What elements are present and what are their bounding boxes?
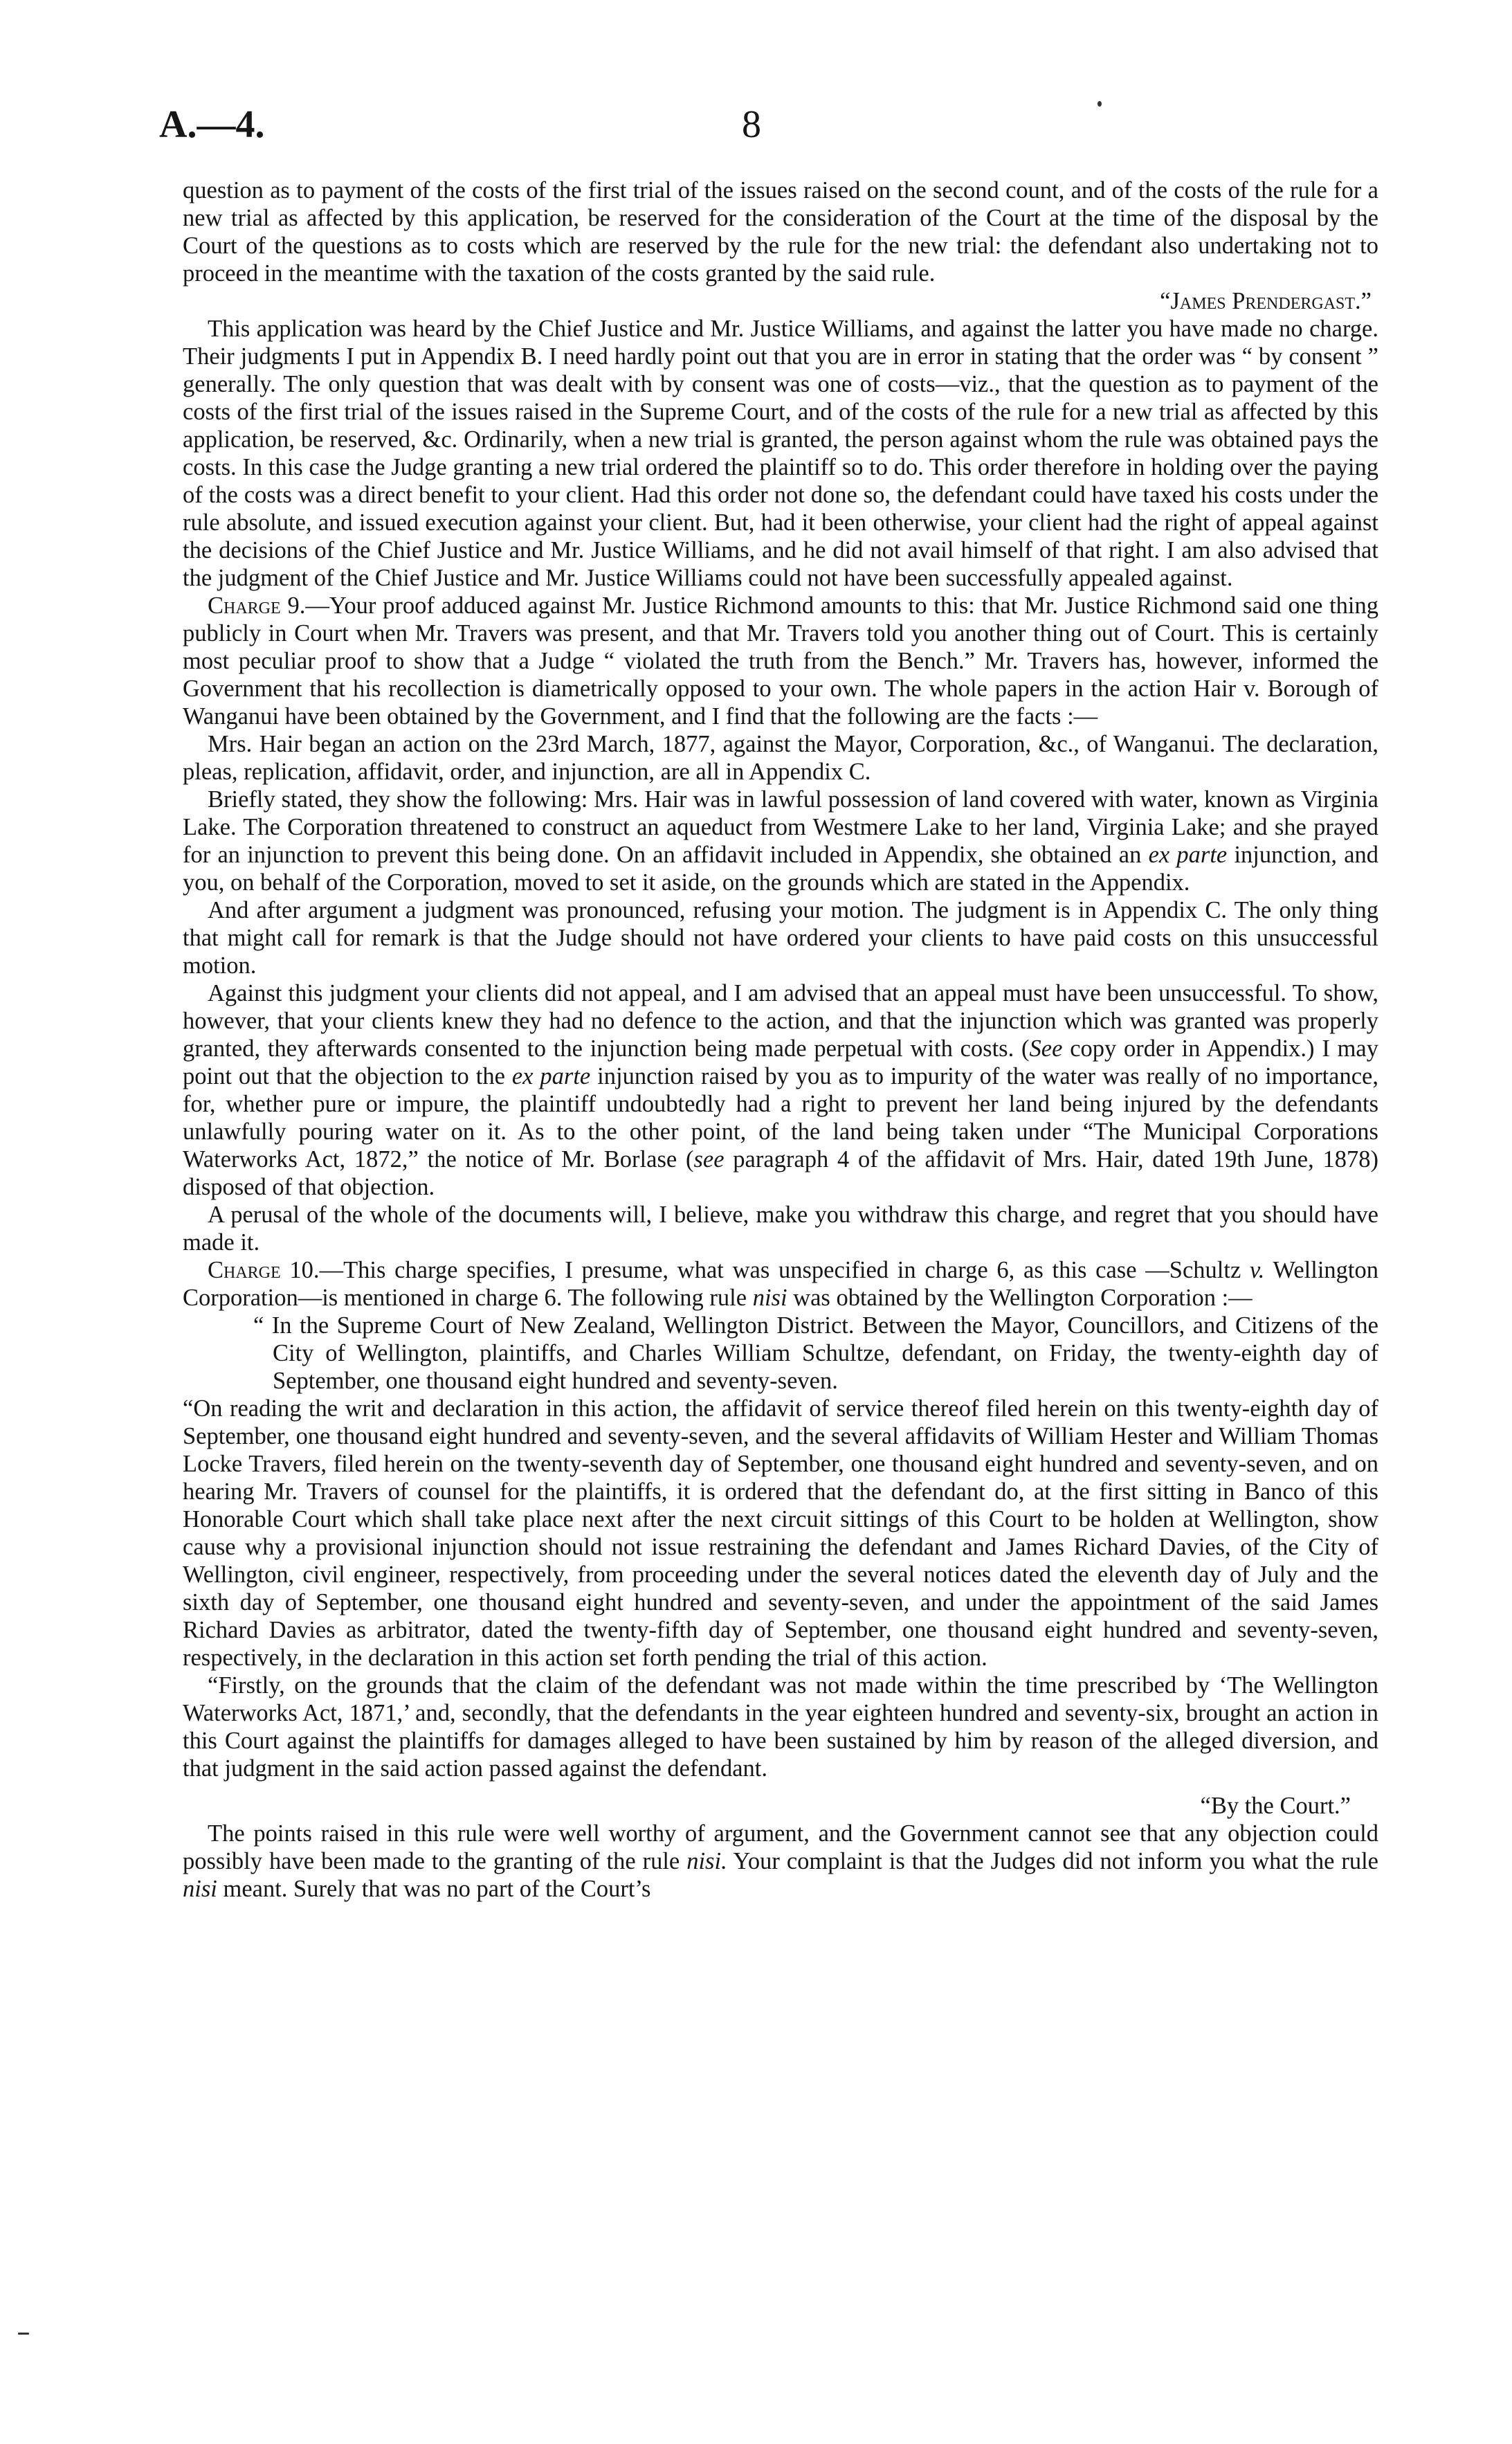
latin-term: nisi [183, 1876, 217, 1902]
quoted-order-heading: “ In the Supreme Court of New Zealand, Wellington District. Between the Mayor, Councillors, and Citizens of the City of Wellington, plaintiffs, and Charles William Schultze, defendant, on Friday, the twenty-eighth day of September, one thousand eight hundred and seventy-seven. [253, 1312, 1378, 1394]
paragraph-text: —Your proof adduced against Mr. Justice Richmond amounts to this: that Mr. Justice Richmond said one thing publicly in Court when Mr. Travers was present, and that Mr. Travers told you another thing out of Court. This is certainly most peculiar proof to show that a Judge “ violated the truth from the Bench.” Mr. Travers has, however, informed the Government that his recollection is diametrically opposed to your own. The whole papers in the action Hair v. Borough of Wanganui have been obtained by the Government, and I find that the following are the facts :— [183, 592, 1378, 730]
paragraph-text: was obtained by the Wellington Corporation :— [787, 1285, 1253, 1311]
document-reference: A.—4. [159, 103, 265, 146]
paragraph: question as to payment of the costs of the first trial of the issues raised on the second count, and of the costs of the rule for a new trial as affected by this application, be reserved for the consideration of the Court at the time of the disposal by the Court of the questions as to costs which are reserved by the rule for the new trial: the defendant also undertaking not to proceed in the meantime with the taxation of the costs granted by the said rule. [183, 177, 1378, 287]
paragraph-text: injunction, and you, on behalf of the Corporation, moved to set it aside, on the grounds which are stated in the Appendix. [183, 842, 1379, 896]
scan-speck [18, 2333, 29, 2335]
paragraph-text: injunction raised by you as to impurity of the water was really of no importance, for, whether pure or impure, the plaintiff undoubtedly had a right to prevent her land being injured by the defendants unlawfully pouring water on it. As to the other point, of the land being taken under “The Municipal Corporations Waterworks Act, 1872,” the notice of Mr. Borlase ( [183, 1063, 1378, 1173]
page-number: 8 [742, 103, 761, 146]
paragraph [183, 979, 1378, 1201]
paragraph: Mrs. Hair began an action on the 23rd March, 1877, against the Mayor, Corporation, &c., of Wanganui. The declaration, pleas, replication, affidavit, order, and injunction, are all in Appendix C. [183, 731, 1378, 785]
latin-term: see [693, 1146, 725, 1173]
paragraph-text: Briefly stated, they show the following: Mrs. Hair was in lawful possession of land covered with water, known as Virginia Lake. The Corporation threatened to construct an aqueduct from Westmere Lake to her land, Virginia Lake; and she prayed for an injunction to prevent this being done. On an affidavit included in Appendix, she obtained an [183, 786, 1378, 868]
paragraph-text: copy order in Appendix.) I may point out that the objection to the [183, 1035, 1378, 1089]
paragraph-text: paragraph 4 of the affidavit of Mrs. Hair, dated 19th June, 1878) disposed of that objection. [183, 1146, 1379, 1200]
charge-label: Charge 9. [208, 592, 306, 619]
signature: “By the Court.” [1200, 1793, 1351, 1819]
paragraph [183, 1820, 1378, 1903]
document-body [183, 176, 1378, 1903]
paragraph [183, 786, 1378, 896]
latin-term: nisi. [686, 1848, 727, 1874]
quoted-order-body: “On reading the writ and declaration in this action, the affidavit of service thereof filed herein on this twenty-eighth day of September, one thousand eight hundred and seventy-seven, and the several affidavits of William Hester and William Thomas Locke Travers, filed herein on the twenty-seventh day of September, one thousand eight hundred and seventy-seven, and on hearing Mr. Travers of counsel for the plaintiffs, it is ordered that the defendant do, at the first sitting in Banco of this Honorable Court which shall take place next after the next circuit sittings of this Court to be holden at Wellington, show cause why a provisional injunction should not issue restraining the defendant and James Richard Davies, of the City of Wellington, civil engineer, respectively, from proceeding under the several notices dated the eleventh day of July and the sixth day of September, one thousand eight hundred and seventy-seven, and under the appointment of the said James Richard Davies as arbitrator, dated the twenty-fifth day of September, one thousand eight hundred and seventy-seven, respectively, in the declaration in this action set forth pending the trial of this action. [183, 1395, 1378, 1671]
scan-speck [1097, 101, 1102, 107]
latin-term: ex parte [511, 1063, 591, 1089]
paragraph [183, 592, 1378, 730]
paragraph-text: meant. Surely that was no part of the Court’s [217, 1876, 651, 1902]
paragraph-text: Your complaint is that the Judges did not inform you what the rule [727, 1848, 1378, 1874]
paragraph-text: Against this judgment your clients did not appeal, and I am advised that an appeal must have been unsuccessful. To show, however, that your clients knew they had no defence to the action, and that the injunction which was granted was properly granted, they afterwards consented to the injunction being made perpetual with costs. ( [183, 980, 1378, 1062]
paragraph-text: The points raised in this rule were well worthy of argument, and the Government cannot see that any objection could possibly have been made to the granting of the rule [183, 1820, 1378, 1874]
paragraph-text: —This charge specifies, I presume, what was unspecified in charge 6, as this case —Schultz [319, 1257, 1250, 1283]
latin-term: nisi [752, 1285, 787, 1311]
paragraph: A perusal of the whole of the documents will, I believe, make you withdraw this charge, and regret that you should have made it. [183, 1202, 1378, 1256]
charge-label: Charge 10. [208, 1257, 320, 1283]
paragraph: And after argument a judgment was pronounced, refusing your motion. The judgment is in Appendix C. The only thing that might call for remark is that the Judge should not have ordered your clients to have paid costs on this unsuccessful motion. [183, 897, 1378, 979]
quoted-order-grounds: “Firstly, on the grounds that the claim of the defendant was not made within the time prescribed by ‘The Wellington Waterworks Act, 1871,’ and, secondly, that the defendants in the year eighteen hundred and seventy-six, brought an action in this Court against the plaintiffs for damages alleged to have been sustained by him by reason of the alleged diversion, and that judgment in the said action passed against the defendant. [183, 1672, 1378, 1782]
signature: “James Prendergast.” [1160, 288, 1372, 314]
paragraph: This application was heard by the Chief Justice and Mr. Justice Williams, and against the latter you have made no charge. Their judgments I put in Appendix B. I need hardly point out that you are in error in stating that the order was “ by consent ” generally. The only question that was dealt with by consent was one of costs—viz., that the question as to payment of the costs of the first trial of the issues raised in the Supreme Court, and of the costs of the rule for a new trial as affected by this application, be reserved, &c. Ordinarily, when a new trial is granted, the person against whom the rule was obtained pays the costs. In this case the Judge granting a new trial ordered the plaintiff so to do. This order therefore in holding over the paying of the costs was a direct benefit to your client. Had this order not done so, the defendant could have taxed his costs under the rule absolute, and issued execution against your client. But, had it been otherwise, your client had the right of appeal against the decisions of the Chief Justice and Mr. Justice Williams, and he did not avail himself of that right. I am also advised that the judgment of the Chief Justice and Mr. Justice Williams could not have been successfully appealed against. [183, 316, 1378, 591]
latin-term: See [1029, 1035, 1063, 1062]
latin-term: ex parte [1148, 842, 1228, 868]
latin-term: v. [1250, 1257, 1265, 1283]
paragraph [183, 1256, 1378, 1312]
paragraph-text: Wellington Corporation—is mentioned in charge 6. The following rule [183, 1257, 1378, 1311]
